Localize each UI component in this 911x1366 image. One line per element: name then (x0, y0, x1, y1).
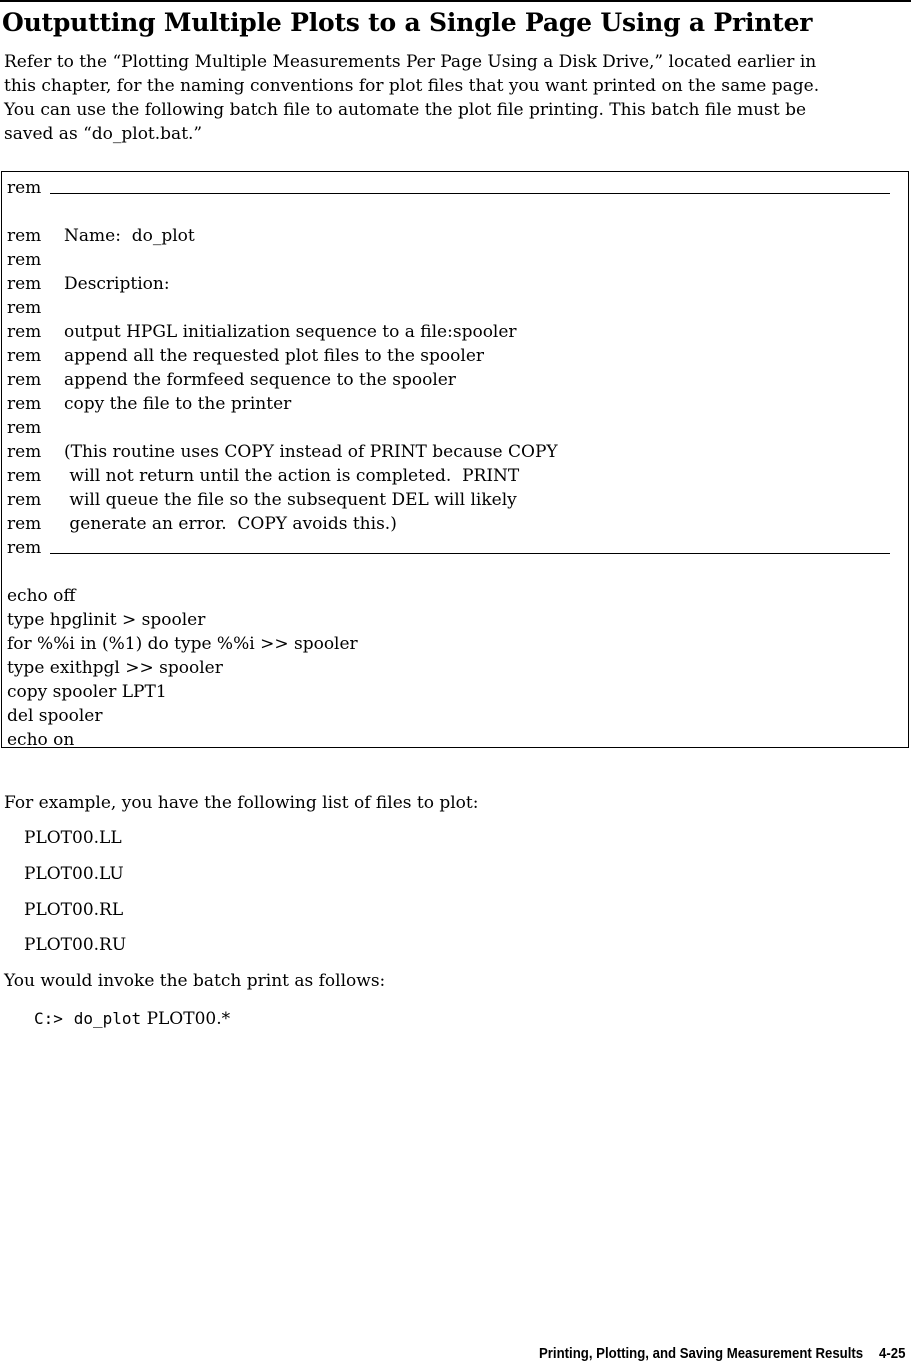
rem-comment-line: rem copy the file to the printer (7, 394, 292, 414)
rem-comment-line: rem generate an error. COPY avoids this.) (7, 514, 397, 534)
page-number: 4-25 (878, 1345, 905, 1362)
rem-comment-line: rem append all the requested plot files to the spooler (7, 346, 485, 366)
intro-line: You can use the following batch file to automate the plot file printing. This batch file must be (4, 100, 807, 120)
batch-command-line: type exithpgl >> spooler (7, 658, 223, 678)
batch-command-line: for %%i in (%1) do type %%i >> spooler (7, 634, 358, 654)
command-name: do_plot (73, 1009, 142, 1028)
example-intro: For example, you have the following list of files to plot: (4, 793, 479, 813)
batch-command-line: copy spooler LPT1 (7, 682, 167, 702)
batch-command-line: del spooler (7, 706, 103, 726)
command-prompt: C:> (34, 1009, 63, 1028)
intro-line: Refer to the “Plotting Multiple Measurements Per Page Using a Disk Drive,” located earlier in (4, 52, 817, 72)
rem-comment-line: rem Name: do_plot (7, 226, 195, 246)
file-list-item: PLOT00.RU (24, 935, 127, 955)
rem-comment-line: rem append the formfeed sequence to the spooler (7, 370, 456, 390)
rem-comment-line: rem (7, 250, 42, 270)
file-list-item: PLOT00.LU (24, 864, 124, 884)
batch-file-listing (1, 171, 909, 748)
intro-line: saved as “do_plot.bat.” (4, 124, 203, 144)
intro-paragraph (4, 50, 904, 146)
rem-comment-line: rem (7, 418, 42, 438)
rem-comment-line: rem output HPGL initialization sequence to a file:spooler (7, 322, 517, 342)
example-command (34, 1007, 230, 1031)
invoke-instruction: You would invoke the batch print as follows: (4, 971, 386, 991)
top-rule (0, 0, 911, 2)
page-footer (539, 1344, 905, 1364)
intro-line: this chapter, for the naming conventions for plot files that you want printed on the same page. (4, 76, 820, 96)
section-heading: Outputting Multiple Plots to a Single Page Using a Printer (2, 8, 813, 37)
rem-comment-line: rem (This routine uses COPY instead of PRINT because COPY (7, 442, 558, 462)
separator-rule-top (50, 193, 890, 194)
command-argument: PLOT00.* (146, 1009, 231, 1029)
separator-rule-bottom (50, 553, 890, 554)
rem-comment-line: rem will queue the file so the subsequent DEL will likely (7, 490, 517, 510)
batch-command-line: echo on (7, 730, 75, 750)
rem-separator-bottom: rem (7, 538, 42, 558)
rem-comment-line: rem Description: (7, 274, 170, 294)
batch-command-line: type hpglinit > spooler (7, 610, 206, 630)
batch-command-line: echo off (7, 586, 76, 606)
rem-separator-top: rem (7, 178, 42, 198)
rem-comment-line: rem will not return until the action is completed. PRINT (7, 466, 520, 486)
file-list-item: PLOT00.LL (24, 828, 122, 848)
file-list-item: PLOT00.RL (24, 900, 124, 920)
footer-section-title: Printing, Plotting, and Saving Measurement Results (538, 1345, 863, 1362)
rem-comment-line: rem (7, 298, 42, 318)
